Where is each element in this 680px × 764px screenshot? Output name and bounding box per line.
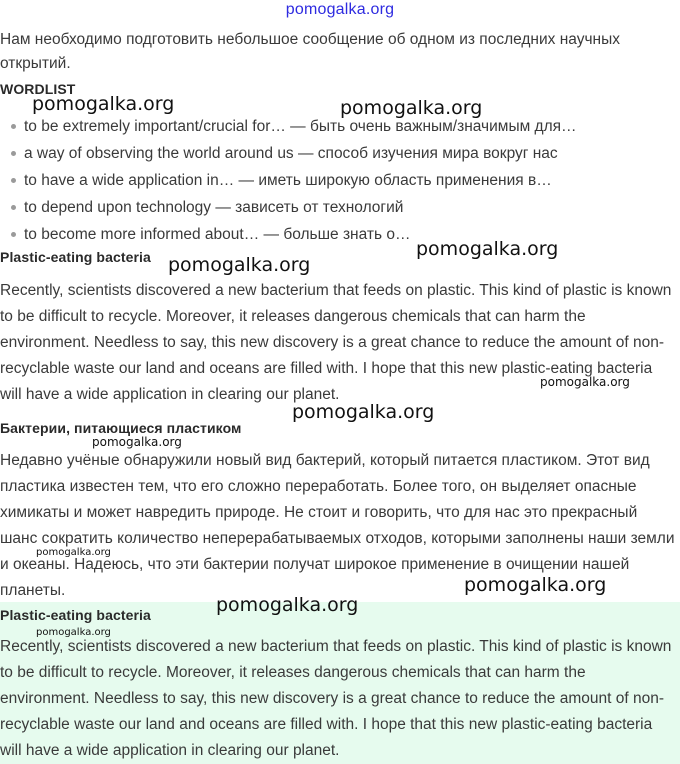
section2-title: Бактерии, питающиеся пластиком <box>0 420 242 436</box>
watermark: pomogalka.org <box>36 627 111 638</box>
watermark: pomogalka.org <box>92 435 182 449</box>
wordlist <box>10 113 670 248</box>
section2-text: Недавно учёные обнаружили новый вид бактерий, который питается пластиком. Этот вид пластика известен тем, что его сложно переработать. Более того, он выделяет опасные химикаты и может навредить природе. Не стоит и говорить, что для нас это прекрасный шанс сократить количество неперерабатываемых отходов, которыми заполнены наши земли и океаны. Надеюсь, что эти бактерии получат широкое применение в очищении нашей планеты. <box>0 452 675 599</box>
bullet-icon <box>11 124 16 129</box>
bullet-icon <box>11 205 16 210</box>
wordlist-item: to become more informed about… — больше знать о… <box>10 221 670 248</box>
bullet-icon <box>11 151 16 156</box>
watermark: pomogalka.org <box>292 401 435 423</box>
wordlist-heading: WORDLIST <box>0 81 76 97</box>
wordlist-item: to have a wide application in… — иметь широкую область применения в… <box>10 167 670 194</box>
watermark: pomogalka.org <box>36 547 111 558</box>
bullet-icon <box>11 178 16 183</box>
wordlist-item: to be extremely important/crucial for… — быть очень важным/значимым для… <box>10 113 670 140</box>
bullet-icon <box>11 232 16 237</box>
section1-title: Plastic-eating bacteria <box>0 249 151 265</box>
watermark: pomogalka.org <box>540 375 630 389</box>
wordlist-item: a way of observing the world around us — способ изучения мира вокруг нас <box>10 140 670 167</box>
watermark: pomogalka.org <box>340 97 483 119</box>
section1-text: Recently, scientists discovered a new bacterium that feeds on plastic. This kind of plastic is known to be difficult to recycle. Moreover, it releases dangerous chemicals that can harm the environment. Needless to say, this new discovery is a great chance to reduce the amount of non-recyclable waste our land and oceans are filled with. I hope that this new plastic-eating bacteria will have a wide application in clearing our planet. <box>0 282 672 403</box>
section3-title: Plastic-eating bacteria <box>0 607 151 623</box>
watermark-top: pomogalka.org <box>285 1 395 18</box>
watermark: pomogalka.org <box>216 594 359 616</box>
watermark: pomogalka.org <box>464 574 607 596</box>
wordlist-item: to depend upon technology — зависеть от технологий <box>10 194 670 221</box>
watermark: pomogalka.org <box>32 93 175 115</box>
section3-text: Recently, scientists discovered a new bacterium that feeds on plastic. This kind of plastic is known to be difficult to recycle. Moreover, it releases dangerous chemicals that can harm the environment. Needless to say, this new discovery is a great chance to reduce the amount of non-recyclable waste our land and oceans are filled with. I hope that this new plastic-eating bacteria will have a wide application in clearing our planet. <box>0 638 672 759</box>
intro-text: Нам необходимо подготовить небольшое сообщение об одном из последних научных открытий. <box>0 31 620 72</box>
watermark: pomogalka.org <box>168 254 311 276</box>
watermark: pomogalka.org <box>416 238 559 260</box>
